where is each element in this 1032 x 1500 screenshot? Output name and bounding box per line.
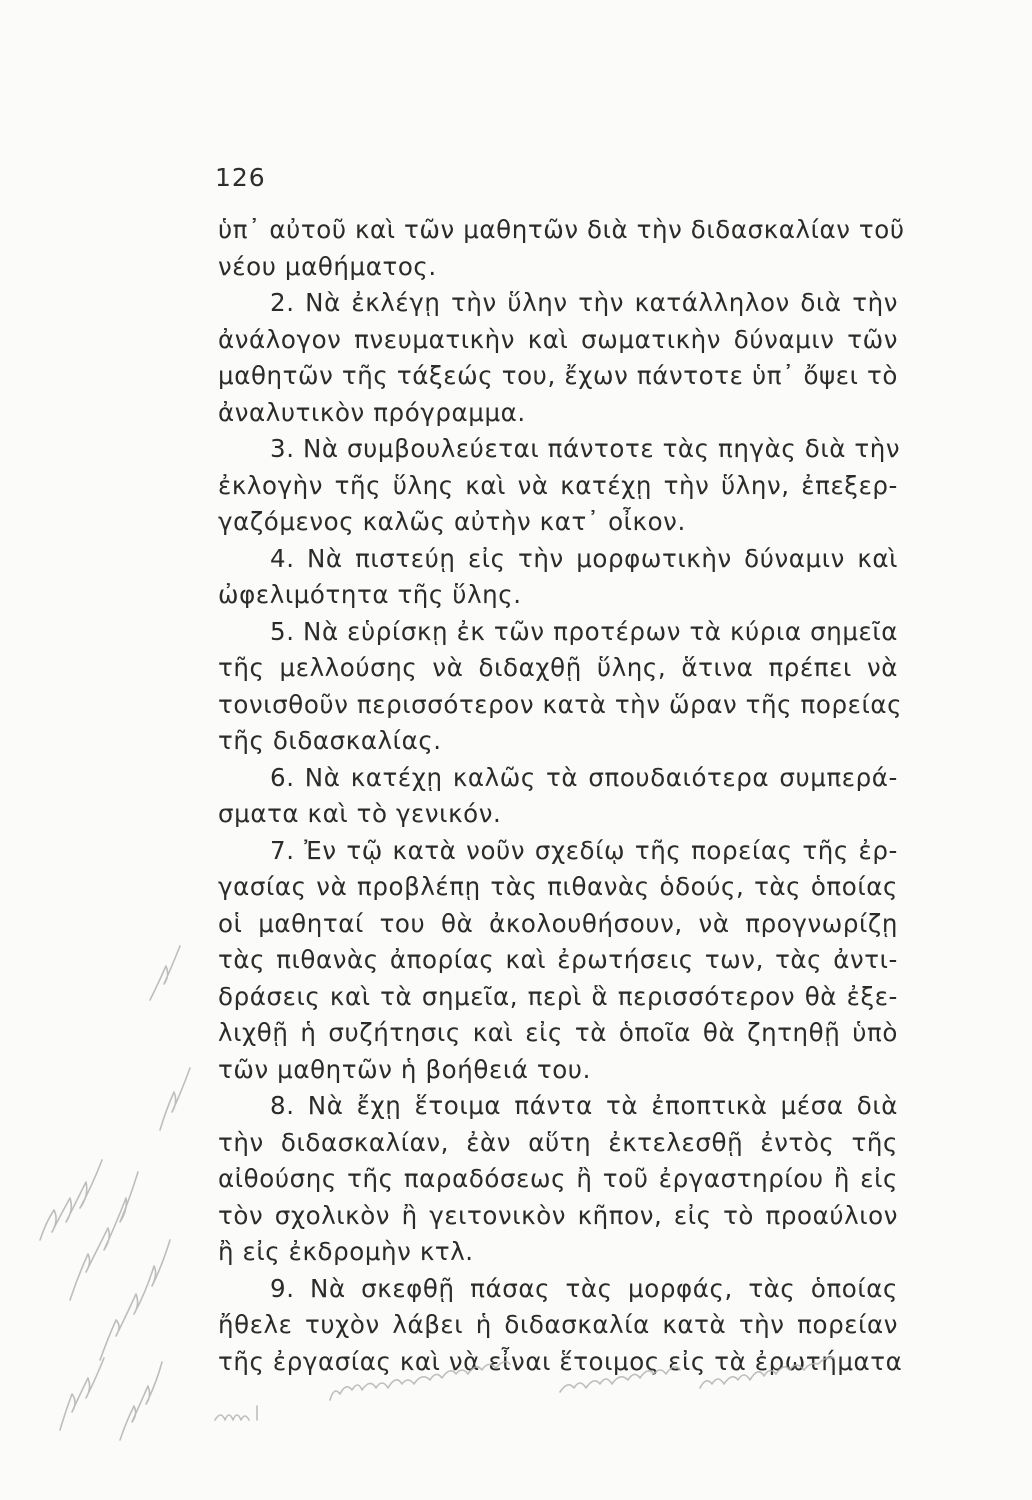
text-line: ἢ εἰς ἐκδρομὴν κτλ. (218, 1237, 474, 1266)
text-line: 2. Νὰ ἐκλέγῃ τὴν ὕλην τὴν κατάλληλον διὰ τὴν (270, 288, 898, 317)
text-line: ὠφελιμότητα τῆς ὕλης. (218, 580, 522, 609)
text-line: νέου μαθήματος. (218, 251, 437, 281)
text-line: σματα καὶ τὸ γενικόν. (218, 799, 502, 828)
text-line: 3. Νὰ συμβουλεύεται πάντοτε τὰς πηγὰς διὰ τὴν (270, 434, 901, 463)
text-line: τὰς πιθανὰς ἀπορίας καὶ ἐρωτήσεις των, τὰς ἀντι- (218, 945, 898, 974)
margin-scribble-3 (100, 1240, 170, 1360)
text-line: 7. Ἐν τῷ κατὰ νοῦν σχεδίῳ τῆς πορείας τῆς ἐρ- (270, 835, 898, 865)
text-line: τῆς μελλούσης νὰ διδαχθῇ ὕλης, ἅτινα πρέπει νὰ (218, 653, 898, 682)
bottom-scribble-1 (215, 1406, 257, 1420)
text-line: ἤθελε τυχὸν λάβει ἡ διδασκαλία κατὰ τὴν πορείαν (218, 1310, 898, 1339)
text-line: ἀνάλογον πνευματικὴν καὶ σωματικὴν δύναμιν τῶν (218, 324, 898, 354)
text-line: ὑπ᾽ αὐτοῦ καὶ τῶν μαθητῶν διὰ τὴν διδασκαλίαν τοῦ (218, 215, 905, 244)
margin-scribble-4 (60, 1358, 104, 1430)
margin-scribble-5 (120, 1362, 162, 1440)
text-line: γασίας νὰ προβλέπῃ τὰς πιθανὰς ὁδούς, τὰς ὁποίας (218, 872, 898, 901)
text-line: 4. Νὰ πιστεύῃ εἰς τὴν μορφωτικὴν δύναμιν καὶ (270, 543, 898, 573)
text-line: λιχθῇ ἡ συζήτησις καὶ εἰς τὰ ὁποῖα θὰ ζητηθῇ ὑπὸ (218, 1018, 898, 1047)
text-line: γαζόμενος καλῶς αὐτὴν κατ᾽ οἶκον. (218, 507, 686, 536)
text-line: 9. Νὰ σκεφθῇ πάσας τὰς μορφάς, τὰς ὁποίας (270, 1273, 898, 1303)
text-line: τὸν σχολικὸν ἢ γειτονικὸν κῆπον, εἰς τὸ προαύλιον (218, 1200, 898, 1230)
margin-scribble-2 (70, 1172, 138, 1300)
margin-scribble-1 (40, 1160, 102, 1240)
text-line: τῆς διδασκαλίας. (218, 726, 442, 755)
body-text (218, 212, 905, 1380)
text-line: μαθητῶν τῆς τάξεώς του, ἔχων πάντοτε ὑπ᾽ ὄψει τὸ (218, 361, 898, 390)
text-line: αἰθούσης τῆς παραδόσεως ἢ τοῦ ἐργαστηρίου ἢ εἰς (218, 1164, 898, 1193)
text-line: τονισθοῦν περισσότερον κατὰ τὴν ὥραν τῆς πορείας (218, 689, 903, 719)
text-line: τῆς ἐργασίας καὶ νὰ εἶναι ἕτοιμος εἰς τὰ ἐρωτήματα (218, 1346, 903, 1376)
text-line: ἐκλογὴν τῆς ὕλης καὶ νὰ κατέχῃ τὴν ὕλην, ἐπεξερ- (218, 470, 898, 500)
text-line: ἀναλυτικὸν πρόγραμμα. (218, 397, 526, 427)
text-line: οἱ μαθηταί του θὰ ἀκολουθήσουν, νὰ προγνωρίζῃ (218, 908, 898, 938)
text-line: δράσεις καὶ τὰ σημεῖα, περὶ ἃ περισσότερον θὰ ἐξε- (218, 981, 898, 1011)
text-line: τὴν διδασκαλίαν, ἐὰν αὕτη ἐκτελεσθῇ ἐντὸς τῆς (218, 1127, 898, 1157)
text-line: 6. Νὰ κατέχῃ καλῶς τὰ σπουδαιότερα συμπερά- (270, 762, 898, 792)
text-line: τῶν μαθητῶν ἡ βοήθειά του. (218, 1054, 591, 1084)
text-line: 5. Νὰ εὑρίσκῃ ἐκ τῶν προτέρων τὰ κύρια σημεῖα (270, 616, 898, 646)
margin-scribble-7 (160, 1068, 190, 1130)
margin-scribble-6 (150, 946, 180, 1000)
text-line: 8. Νὰ ἔχῃ ἕτοιμα πάντα τὰ ἐποπτικὰ μέσα διὰ (270, 1091, 898, 1120)
page-number: 126 (215, 163, 266, 192)
